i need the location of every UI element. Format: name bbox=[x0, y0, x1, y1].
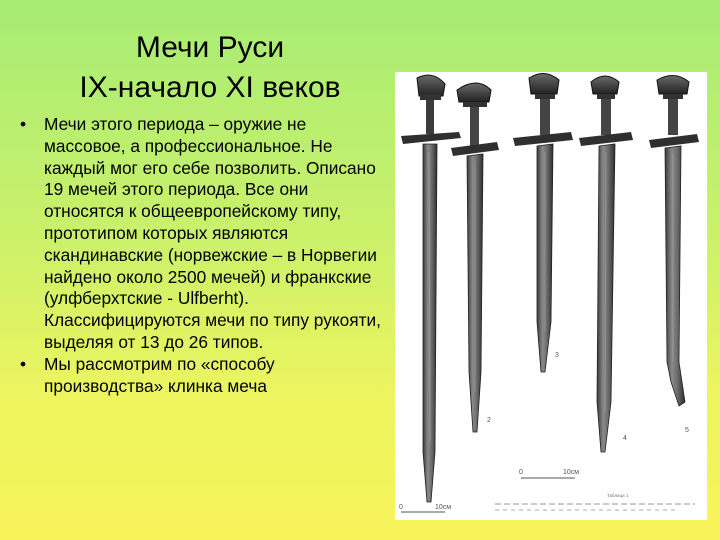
title-line-2: IX-начало XI веков bbox=[79, 71, 341, 104]
bullet-item-1 bbox=[18, 114, 390, 354]
scale-right-zero: 0 bbox=[519, 469, 523, 476]
sword-number-5: 5 bbox=[685, 427, 689, 434]
bullet-list bbox=[18, 114, 390, 397]
swords-illustration bbox=[395, 72, 707, 520]
scale-right-end: 10см bbox=[563, 469, 580, 476]
slide-title bbox=[30, 28, 390, 108]
title-line-1: Мечи Руси bbox=[135, 31, 285, 64]
sword-5 bbox=[649, 75, 699, 434]
bullet-item-2 bbox=[18, 354, 390, 398]
sword-1 bbox=[401, 75, 461, 502]
bullet-text-1: Мечи этого периода – оружие не массовое, а профессиональное. Не каждый мог его себе позволить. Описано 19 мечей этого периода. Все они относятся к общеевропейскому типу, прототипом которых являются скандинавские (норвежские – в Норвегии найдено около 2500 мечей) и франкские (улфберхтские - Ulfberht). Классифицируются мечи по типу рукояти, выделяя от 13 до 26 типов. bbox=[44, 114, 381, 352]
table-label: Таблица 1 bbox=[607, 493, 629, 498]
scale-bar-right bbox=[519, 469, 579, 478]
scale-left-zero: 0 bbox=[399, 504, 403, 511]
sword-number-4: 4 bbox=[623, 435, 627, 442]
bullet-marker: • bbox=[20, 114, 27, 134]
scale-left-end: 10см bbox=[435, 504, 452, 511]
sword-3 bbox=[513, 73, 573, 372]
bullet-marker: • bbox=[20, 353, 27, 374]
swords-drawing bbox=[395, 72, 707, 520]
bullet-text-2: Мы рассмотрим по «способу производства» клинка меча bbox=[44, 353, 275, 396]
figure-caption bbox=[495, 493, 695, 510]
sword-number-3: 3 bbox=[555, 352, 559, 359]
scale-bar-left bbox=[399, 504, 451, 512]
sword-number-2: 2 bbox=[487, 417, 491, 424]
sword-4 bbox=[579, 76, 633, 452]
